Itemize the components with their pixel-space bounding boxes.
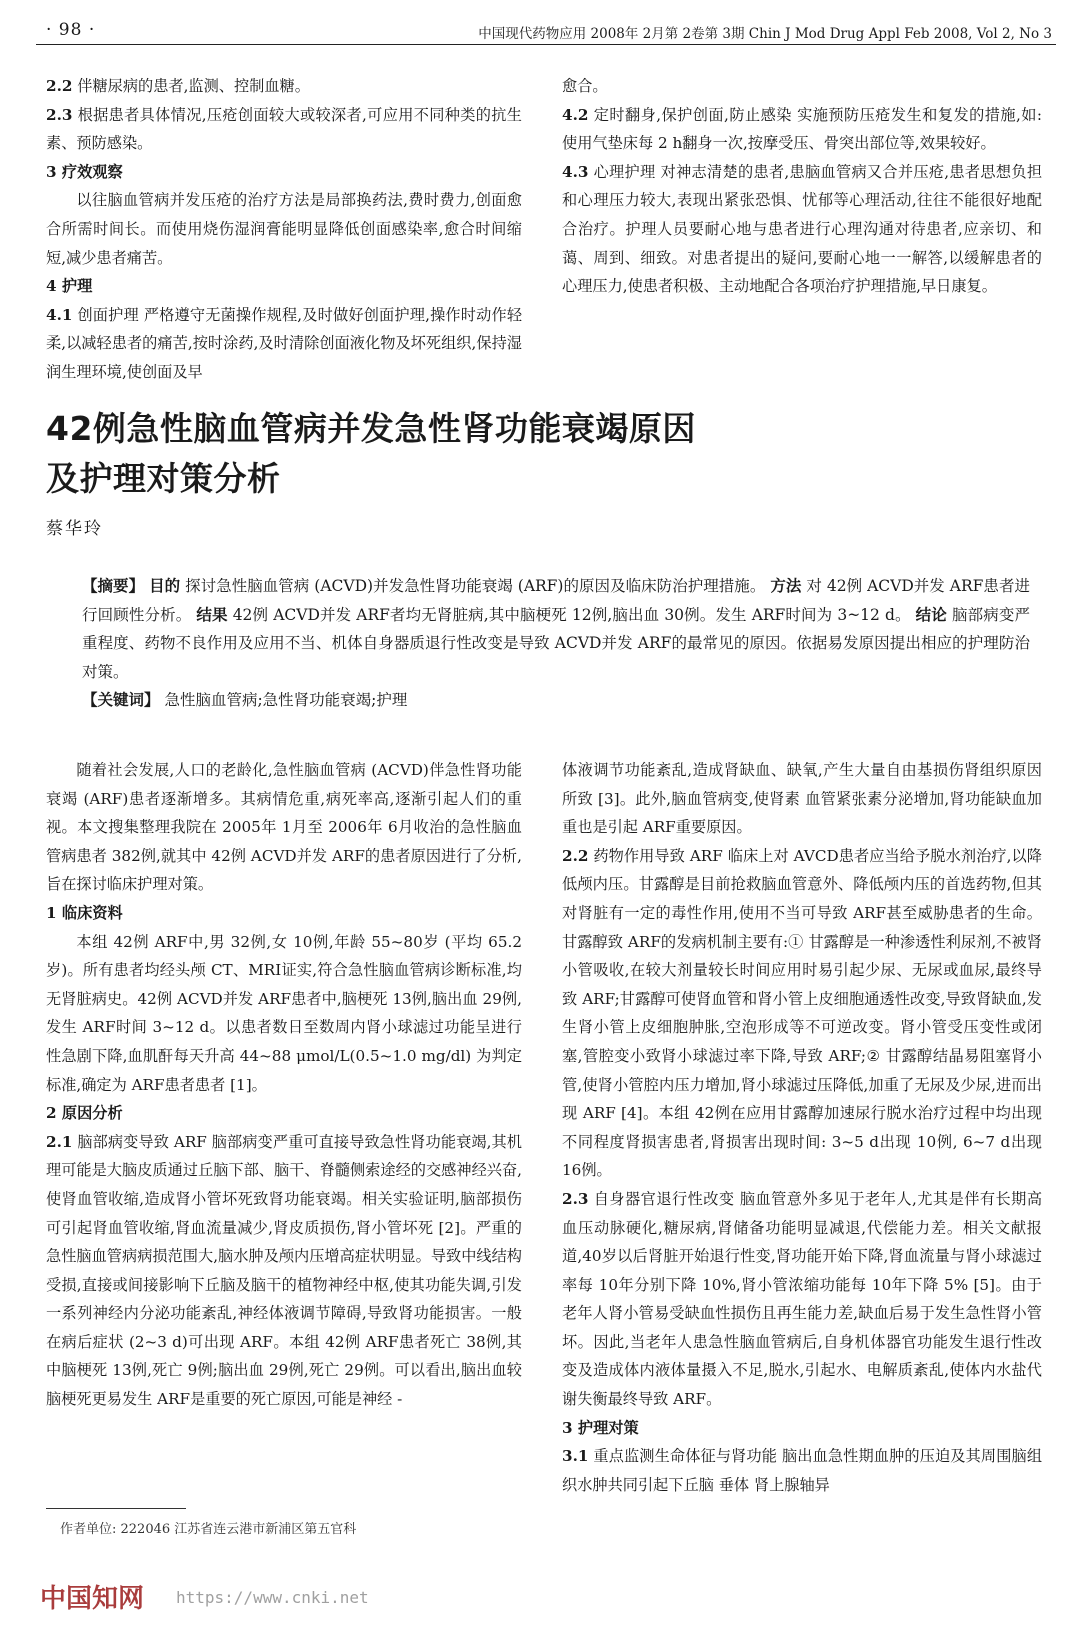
aim-label: 目的 bbox=[149, 576, 181, 595]
section-number: 2.1 bbox=[46, 1132, 73, 1151]
text: 愈合。 bbox=[562, 77, 608, 95]
continued-paragraph bbox=[562, 756, 1042, 842]
subsection-paragraph bbox=[46, 1128, 522, 1414]
article-right-column bbox=[562, 756, 1042, 1499]
method-label: 方法 bbox=[770, 576, 802, 595]
text: 护理 bbox=[61, 277, 93, 296]
text: 临床资料 bbox=[61, 903, 123, 922]
subsection-paragraph bbox=[46, 301, 522, 387]
text: 随着社会发展,人口的老龄化,急性脑血管病 (ACVD)伴急性肾功能衰竭 (ARF)患者逐渐增多。其病情危重,病死率高,逐渐引起人们的重视。本文搜集整理我院在 2005年 1月至 2006年 6月收治的急性脑血管病患者 382例,就其中 42例 ACVD并发 ARF的患者原因进行了分析,旨在探讨临床护理对策。 bbox=[46, 761, 522, 894]
subsection-paragraph bbox=[46, 101, 522, 158]
section-heading bbox=[46, 1099, 522, 1128]
text: 根据患者具体情况,压疮创面较大或较深者,可应用不同种类的抗生素、预防感染。 bbox=[46, 105, 522, 153]
abstract-body bbox=[82, 572, 1030, 686]
text: 本组 42例 ARF中,男 32例,女 10例,年龄 55~80岁 (平均 65.2岁)。所有患者均经头颅 CT、MRI证实,符合急性脑血管病诊断标准,均无肾脏病史。42例 ACVD并发 ARF患者中,脑梗死 13例,脑出血 29例,发生 ARF时间 3~12 d。以患者数日至数周内肾小球滤过功能呈进行性急剧下降,血肌酐每天升高 44~88 μmol/L(0.5~1.0 mg/dl) 为判定标准,确定为 ARF患者患者 [1]。 bbox=[46, 932, 522, 1094]
abstract bbox=[82, 572, 1030, 715]
text: 创面护理 严格遵守无菌操作规程,及时做好创面护理,操作时动作轻柔,以减轻患者的痛苦,按时涂药,及时清除创面液化物及坏死组织,保持湿润生理环境,使创面及早 bbox=[46, 305, 523, 381]
abstract-label: 【摘要】 bbox=[82, 576, 145, 595]
text: 定时翻身,保护创面,防止感染 实施预防压疮发生和复发的措施,如:使用气垫床每 2 h翻身一次,按摩受压、骨突出部位等,效果较好。 bbox=[562, 105, 1042, 153]
section-number: 3 bbox=[562, 1418, 573, 1437]
section-number: 2.2 bbox=[562, 846, 589, 865]
section-number: 2.3 bbox=[46, 105, 73, 124]
article-title bbox=[46, 404, 696, 504]
text: 护理对策 bbox=[577, 1418, 639, 1437]
text: 重点监测生命体征与肾功能 脑出血急性期血肿的压迫及其周围脑组织水肿共同引起下丘脑 垂体 肾上腺轴异 bbox=[562, 1447, 1043, 1494]
section-number: 4.2 bbox=[562, 105, 589, 124]
subsection-paragraph bbox=[562, 158, 1042, 301]
subsection-paragraph bbox=[46, 72, 522, 101]
paragraph bbox=[46, 928, 522, 1100]
prev-article-right-column bbox=[562, 72, 1042, 301]
result-label: 结果 bbox=[196, 604, 228, 624]
section-number: 3 bbox=[46, 162, 57, 181]
title-line-2: 及护理对策分析 bbox=[46, 459, 281, 498]
section-heading bbox=[46, 272, 522, 301]
cnki-watermark-logo: 中国知网 bbox=[40, 1584, 145, 1614]
author: 蔡华玲 bbox=[46, 519, 103, 539]
prev-article-left-column bbox=[46, 72, 522, 387]
keywords-text: 急性脑血管病;急性肾功能衰竭;护理 bbox=[164, 691, 408, 710]
section-number: 4.3 bbox=[562, 162, 589, 181]
subsection-paragraph bbox=[562, 1442, 1042, 1499]
article-left-column bbox=[46, 756, 522, 1414]
section-number: 2.2 bbox=[46, 77, 73, 95]
subsection-paragraph bbox=[562, 842, 1042, 1185]
journal-header: 中国现代药物应用 2008年 2月第 2卷第 3期 Chin J Mod Drug Appl Feb 2008, Vol 2, No 3 bbox=[478, 26, 1052, 42]
text: 以往脑血管病并发压疮的治疗方法是局部换药法,费时费力,创面愈合所需时间长。而使用烧伤湿润膏能明显降低创面感染率,愈合时间缩短,减少患者痛苦。 bbox=[46, 191, 522, 267]
conclusion-label: 结论 bbox=[915, 604, 947, 624]
section-number: 2.3 bbox=[562, 1189, 589, 1208]
header-rule bbox=[36, 44, 1056, 45]
section-number: 4.1 bbox=[46, 305, 73, 324]
text: 自身器官退行性改变 脑血管意外多见于老年人,尤其是伴有长期高血压动脉硬化,糖尿病,肾储备功能明显减退,代偿能力差。相关文献报道,40岁以后肾脏开始退行性变,肾功能开始下降,肾血流量与肾小球滤过率每 10年分别下降 10%,肾小管浓缩功能每 10年下降 5% [5]。由于老年人肾小管易受缺血性损伤且再生能力差,缺血后易于发生急性肾小管坏。因此,当老年人患急性脑血管病后,自身机体器官功能发生退行性改变及造成体内液体量摄入不足,脱水,引起水、电解质紊乱,使体内水盐代谢失衡最终导致 ARF。 bbox=[562, 1189, 1043, 1409]
aim-text: 探讨急性脑血管病 (ACVD)并发急性肾功能衰竭 (ARF)的原因及临床防治护理措施。 bbox=[185, 577, 766, 595]
keywords bbox=[82, 686, 1030, 715]
section-heading bbox=[562, 1414, 1042, 1443]
section-heading bbox=[46, 158, 522, 187]
section-heading bbox=[46, 899, 522, 928]
section-number: 1 bbox=[46, 903, 57, 922]
subsection-paragraph bbox=[562, 101, 1042, 158]
paragraph bbox=[46, 186, 522, 272]
continued-paragraph bbox=[562, 72, 1042, 101]
section-number: 3.1 bbox=[562, 1447, 589, 1466]
conclusion-text: 脑部病变严重程度、药物不良作用及应用不当、机体自身器质退行性改变是导致 ACVD并发 ARF的最常见的原因。依据易发原因提出相应的护理防治对策。 bbox=[82, 605, 1030, 681]
result-text: 42例 ACVD并发 ARF者均无肾脏病,其中脑梗死 12例,脑出血 30例。发生 ARF时间为 3~12 d。 bbox=[232, 605, 911, 624]
text: 药物作用导致 ARF 临床上对 AVCD患者应当给予脱水剂治疗,以降低颅内压。甘露醇是目前抢救脑血管意外、降低颅内压的首选药物,但其对肾脏有一定的毒性作用,使用不当可导致 ARF甚至威胁患者的生命。甘露醇致 ARF的发病机制主要有:① 甘露醇是一种渗透性利尿剂,不被肾小管吸收,在较大剂量较长时间应用时易引起少尿、无尿或血尿,最终导致 ARF;甘露醇可使肾血管和肾小管上皮细胞通透性改变,导致肾缺血,发生肾小管上皮细胞肿胀,空泡形成等不可逆改变。肾小管受压变性或闭塞,管腔变小致肾小球滤过率下降,导致 ARF;② 甘露醇结晶易阻塞肾小管,使肾小管腔内压力增加,肾小球滤过压降低,加重了无尿及少尿,进而出现 ARF [4]。本组 42例在应用甘露醇加速尿行脱水治疗过程中均出现不同程度肾损害患者,肾损害出现时间: 3~5 d出现 10例, 6~7 d出现 16例。 bbox=[562, 846, 1042, 1180]
author-affiliation-footnote: 作者单位: 222046 江苏省连云港市新浦区第五官科 bbox=[60, 1522, 357, 1537]
watermark-url: https://www.cnki.net bbox=[176, 1588, 369, 1607]
text: 疗效观察 bbox=[61, 162, 123, 181]
paragraph bbox=[46, 756, 522, 899]
text: 脑部病变导致 ARF 脑部病变严重可直接导致急性肾功能衰竭,其机理可能是大脑皮质通过丘脑下部、脑干、脊髓侧索途经的交感神经兴奋,使肾血管收缩,造成肾小管坏死致肾功能衰竭。相关实验证明,脑部损伤可引起肾血管收缩,肾血流量减少,肾皮质损伤,肾小管坏死 [2]。严重的急性脑血管病病损范围大,脑水肿及颅内压增高症状明显。导致中线结构受损,直接或间接影响下丘脑及脑干的植物神经中枢,使其功能失调,引发一系列神经内分泌功能紊乱,神经体液调节障碍,导致肾功能损害。一般在病后症状 (2~3 d)可出现 ARF。本组 42例 ARF患者死亡 38例,其中脑梗死 13例,死亡 9例;脑出血 29例,死亡 29例。可以看出,脑出血较脑梗死更易发生 ARF是重要的死亡原因,可能是神经 - bbox=[46, 1132, 522, 1409]
section-number: 2 bbox=[46, 1104, 57, 1123]
method-text: 对 42例 ACVD并发 ARF患者进行回顾性分析。 bbox=[82, 577, 1030, 624]
footnote-rule bbox=[46, 1508, 186, 1509]
text: 心理护理 对神志清楚的患者,患脑血管病又合并压疮,患者思想负担和心理压力较大,表现出紧张恐惧、忧郁等心理活动,往往不能很好地配合治疗。护理人员要耐心地与患者进行心理沟通对待患者,应亲切、和蔼、周到、细致。对患者提出的疑问,要耐心地一一解答,以缓解患者的心理压力,使患者积极、主动地配合各项治疗护理措施,早日康复。 bbox=[562, 162, 1043, 296]
page-number: · 98 · bbox=[46, 20, 96, 40]
keywords-label: 【关键词】 bbox=[82, 690, 160, 710]
section-number: 4 bbox=[46, 277, 57, 296]
text: 原因分析 bbox=[61, 1104, 123, 1123]
text: 伴糖尿病的患者,监测、控制血糖。 bbox=[77, 77, 310, 95]
text: 体液调节功能紊乱,造成肾缺血、缺氧,产生大量自由基损伤肾组织原因所致 [3]。此外,脑血管病变,使肾素 血管紧张素分泌增加,肾功能缺血加重也是引起 ARF重要原因。 bbox=[562, 761, 1042, 837]
subsection-paragraph bbox=[562, 1185, 1042, 1414]
title-line-1: 42例急性脑血管病并发急性肾功能衰竭原因 bbox=[46, 409, 696, 448]
